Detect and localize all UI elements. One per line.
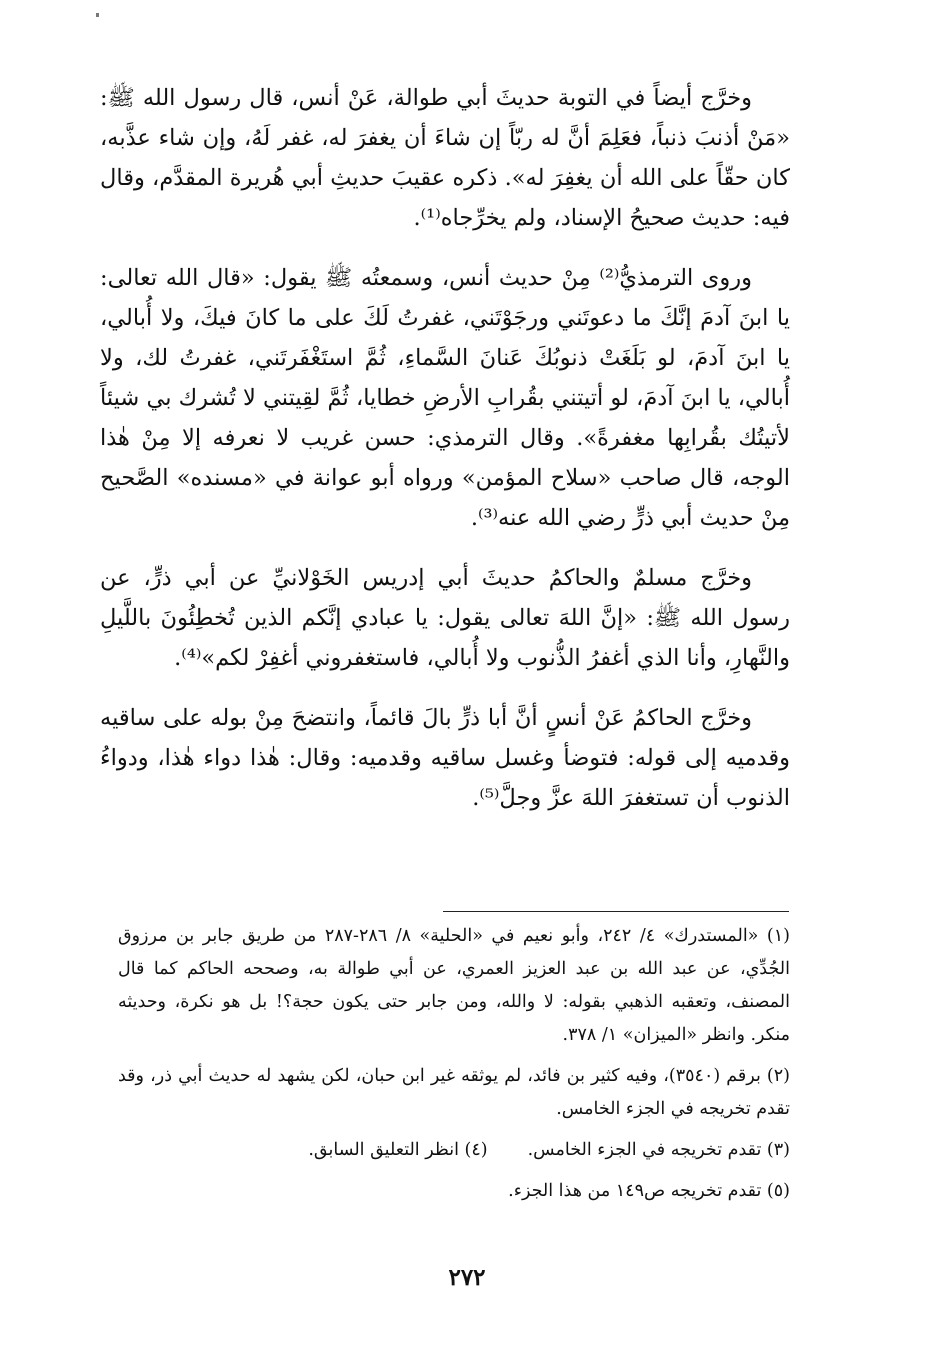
paragraph: وروى الترمذيُّ⁽²⁾ مِنْ حديث أنس، وسمعتُه ﷺ يقول: «قال الله تعالى: يا ابنَ آدمَ إنَّكَ ما دعوتَني ورجَوْتَني، غفرتُ لَكَ على ما كانَ فيكَ، ولا أُبالي، يا ابنَ آدمَ، لو بَلَغَتْ ذنوبُكَ عَنانَ السَّماءِ، ثُمَّ استَغْفَرتَني، غفرتُ لك، ولا أُبالي، يا ابنَ آدمَ، لو أتيتني بقُرابِ الأرضِ خطايا، ثُمَّ لقِيتني لا تُشرك بي شيئاً لأتيتُك بقُرابِها مغفرةً». وقال الترمذي: حسن غريب لا نعرفه إلا مِنْ هٰذا الوجه، قال صاحب «سلاح المؤمن» ورواه أبو عوانة في «مسنده» الصَّحيح مِنْ حديث أبي ذرٍّ رضي الله عنه⁽³⁾. (100, 265, 790, 531)
footnote-4: (٤) انظر التعليق السابق. (308, 1140, 488, 1160)
footnote-1: (١) «المستدرك» ٤/ ٢٤٢، وأبو نعيم في «الحلية» ٨/ ٢٨٦-٢٨٧ من طريق جابر بن مرزوق الجُدِّي، عن عبد الله بن عبد العزيز العمري، عن أبي طوالة به، وصححه الحاكم كما قال المصنف، وتعقبه الذهبي بقوله: لا والله، ومن جابر حتى يكون حجة؟! بل هو نكرة، وحديثه منكر. وانظر «الميزان» ١/ ٣٧٨. (118, 926, 790, 1045)
footnote-separator (443, 911, 789, 912)
page-number: ٢٧٢ (448, 1264, 486, 1291)
paragraph: وخرَّج أيضاً في التوبة حديثَ أبي طوالة، عَنْ أنس، قال رسول الله ﷺ: «مَنْ أذنبَ ذنباً، فعَلِمَ أنَّ له ربّاً إن شاءَ أن يغفرَ له، غفر لَهُ، وإن شاء عذَّبه، كان حقّاً على الله أن يغفِرَ له». ذكره عقيبَ حديثِ أبي هُريرة المقدَّم، وقال فيه: حديث صحيحُ الإسناد، ولم يخرِّجاه⁽¹⁾. (100, 85, 790, 231)
main-text (100, 78, 790, 838)
footnote-row (118, 1134, 790, 1167)
paragraph: وخرَّج الحاكمُ عَنْ أنسٍ أنَّ أبا ذرٍّ بالَ قائماً، وانتضحَ مِنْ بوله على ساقيه وقدميه إلى قوله: فتوضأ وغسل ساقيه وقدميه: وقال: هٰذا دواء هٰذا، ودواءُ الذنوب أن تستغفرَ اللهَ عزَّ وجلَّ⁽⁵⁾. (100, 705, 790, 811)
footnote-3: (٣) تقدم تخريجه في الجزء الخامس. (527, 1140, 790, 1160)
scan-mark (96, 13, 99, 17)
footnote-2: (٢) برقم (٣٥٤٠)، وفيه كثير بن فائد، لم يوثقه غير ابن حبان، لكن يشهد له حديث أبي ذر، وقد تقدم تخريجه في الجزء الخامس. (118, 1066, 790, 1119)
footnote-5: (٥) تقدم تخريجه ص١٤٩ من هذا الجزء. (508, 1181, 790, 1201)
paragraph: وخرَّج مسلمٌ والحاكمُ حديثَ أبي إدريس الخَوْلانيِّ عن أبي ذرٍّ، عن رسول الله ﷺ: «إنَّ اللهَ تعالى يقول: يا عبادي إنَّكم الذين تُخطِئُونَ باللَّيلِ والنَّهارِ، وأنا الذي أغفرُ الذُّنوب ولا أُبالي، فاستغفروني أغفِرْ لكم»⁽⁴⁾. (100, 565, 790, 671)
footnotes (118, 920, 790, 1216)
